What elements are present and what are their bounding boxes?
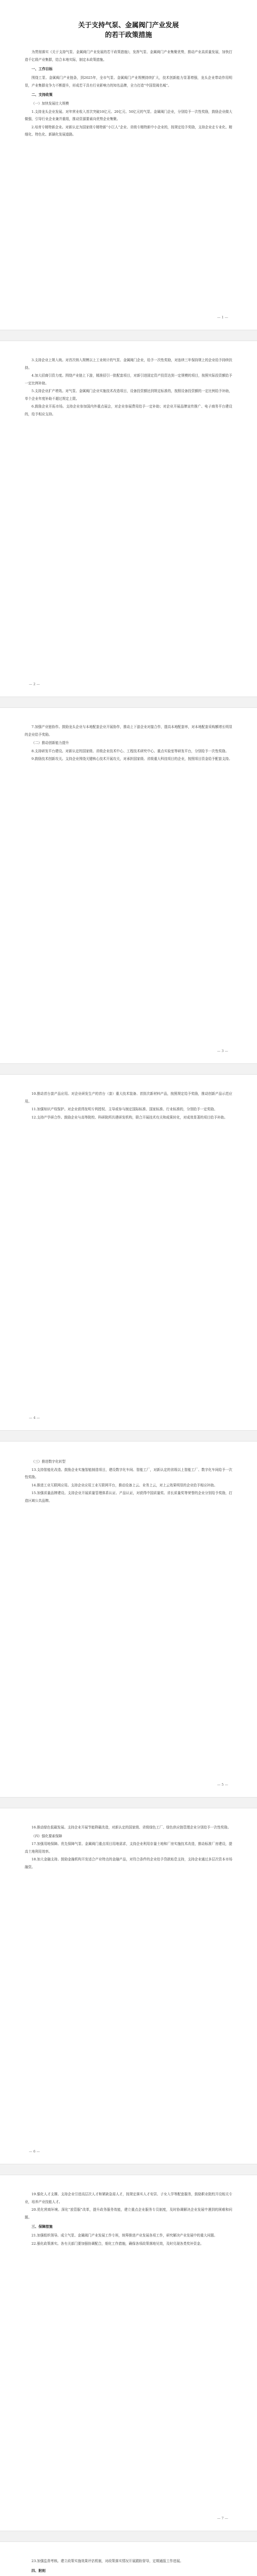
policy-paragraph-22: 22.强化政策落实。各有关部门要加强协调配合，细化工作措施，确保各项政策落地见效，及时兑现各类奖补资金。 bbox=[31, 2241, 204, 2246]
goal-paragraph: 围绕工泵、金属阀门产业链条，到2025年，全市气泵、金属阀门产业规模持续扩大，技术创新能力显著增强，龙头企业带动作用明显，产业集群竞争力不断提升，形成若干具有行业影响力的知名品牌，全力打造“中国泵阀名城”。 bbox=[25, 76, 232, 88]
document-page-3 bbox=[0, 708, 257, 1063]
page-number: — 5 — bbox=[217, 1783, 228, 1787]
page-separator bbox=[0, 2531, 257, 2542]
policy-paragraph-1: 1.支持龙头企业发展。对年营业收入首次突破10亿元、20亿元、50亿元的气泵、金属阀门企业，分别给予一次性奖励，鼓励企业做大做强，引导行业企业兼并重组，推动资源要素向优势企业集聚。 bbox=[25, 109, 232, 121]
policy-paragraph-11: 11.加强知识产权保护。对企业获得发明专利授权、主导或参与制定国际标准、国家标准、行业标准的，分别给予一定奖励。 bbox=[31, 1107, 217, 1111]
intro-paragraph: 为贯彻落实《关于支持气泵、金属阀门产业发展的若干政策措施》，发挥气泵、金属阀门产业集聚优势，推动产业高质量发展，加快打造千亿级产业集群，结合本地实际，制定本政策措施。 bbox=[25, 50, 232, 62]
policy-paragraph-16: 16.推动绿色低碳发展。支持企业开展节能降碳改造，对新认定的国家级、省级绿色工厂、绿色供应链管理企业分别给予一次性奖励。 bbox=[31, 1825, 231, 1829]
section-heading-goals: 一、工作目标 bbox=[31, 67, 53, 71]
document-page-8 bbox=[0, 2542, 257, 2576]
policy-paragraph-9: 9.鼓励技术创新攻关。支持企业围绕关键核心技术开展攻关，对承担国家级、省级重大科技项目的企业，按照项目资金给予配套支持。 bbox=[31, 757, 232, 761]
policy-paragraph-18: 18.加大金融支持。鼓励金融机构开发适合产业特点的金融产品，对符合条件的企业给予贷款贴息支持，支持企业通过多层次资本市场融资。 bbox=[25, 1857, 232, 1869]
policy-paragraph-14: 14.推进工业互联网应用。支持企业应用工业互联网平台，推动设备上云、业务上云，对上云效果明显的企业给予相应补助。 bbox=[31, 1483, 217, 1487]
section-heading-appendix: 四、附则 bbox=[31, 2568, 46, 2573]
policy-paragraph-6: 6.鼓励企业开拓市场。支持企业参加国内外重点展会，对企业参展费用给予一定补助；对企业开展品牌宣传推广、电子商务平台建设的，给予相应支持。 bbox=[25, 404, 232, 416]
document-title bbox=[25, 21, 232, 40]
document-page-1 bbox=[0, 0, 257, 330]
policy-paragraph-23: 23.加强监督考核。建立政策实施效果评估机制，对政策落实情况开展跟踪督导，定期通报工作进展。 bbox=[31, 2559, 184, 2563]
policy-paragraph-19: 19.强化人才支撑。支持企业引进高层次人才和紧缺急需人才，按规定落实人才安居、子女入学等配套服务，鼓励职业院校开设相关专业，培养产业技能人才。 bbox=[25, 2192, 232, 2204]
policy-paragraph-15: 15.加强质量品牌建设。支持企业开展质量管理体系认证、产品认证，对获得中国质量奖、省长质量奖等荣誉的企业分别给予奖励，打造区域公共品牌。 bbox=[25, 1491, 232, 1503]
page-number: — 6 — bbox=[29, 2149, 40, 2154]
page-number: — 3 — bbox=[217, 1049, 228, 1053]
title-line-2: 的若干政策措施 bbox=[105, 31, 152, 39]
subsection-heading-support: （四）强化要素保障 bbox=[31, 1834, 62, 1838]
page-separator bbox=[0, 1063, 257, 1075]
policy-paragraph-3: 3.支持企业上规入统。对首次纳入规模以上工业统计的气泵、金属阀门企业，给予一次性奖励，对连续三年保持规上的企业给予持续扶持。 bbox=[25, 358, 232, 370]
page-separator bbox=[0, 697, 257, 708]
policy-paragraph-17: 17.加强用地保障。优先保障气泵、金属阀门重点项目用地需求，支持企业利用存量土地和厂房实施技术改造，推动标准厂房建设，提高土地利用效率。 bbox=[25, 1842, 232, 1854]
policy-paragraph-4: 4.加大招商引资力度。围绕产业链上下游，精准招引一批配套项目，对新引进固定资产投资达到一定规模的项目，按照实际投资额给予一定比例补助。 bbox=[25, 374, 232, 385]
page-number: — 1 — bbox=[217, 315, 228, 319]
subsection-heading-scale: （一）加快发展壮大规模 bbox=[31, 101, 69, 106]
subsection-heading-innovation: （二）推动创新能力提升 bbox=[31, 741, 69, 745]
section-heading-safeguards: 三、保障措施 bbox=[31, 2225, 53, 2229]
page-separator bbox=[0, 2164, 257, 2175]
document-page-6 bbox=[0, 1808, 257, 2164]
policy-paragraph-10: 10.推动首台套产品应用。对企业研发生产的首台（套）重大技术装备、首批次新材料产品，按照规定给予奖励，推动创新产品示范应用。 bbox=[25, 1092, 232, 1104]
policy-paragraph-13: 13.支持智能化改造。鼓励企业实施智能制造项目，建设数字化车间、智能工厂，对新认定的省级以上智能工厂、数字化车间给予一次性奖励。 bbox=[25, 1467, 232, 1479]
document-page-2 bbox=[0, 341, 257, 697]
policy-paragraph-5: 5.支持企业扩产增效。对气泵、金属阀门企业实施技术改造项目，设备投资额达到规定标准的，按照设备投资额的一定比例给予补助，单个企业年度补助不超过规定上限。 bbox=[25, 389, 232, 401]
page-number: — 4 — bbox=[29, 1416, 40, 1420]
document-page-7 bbox=[0, 2175, 257, 2531]
document-page-4 bbox=[0, 1075, 257, 1430]
subsection-heading-digital: （三）推进数字化转型 bbox=[31, 1460, 66, 1464]
policy-paragraph-20: 20.优化营商环境。深化“放管服”改革，提升政务服务效能，建立重点企业服务专员制度，及时协调解决企业发展中遇到的困难和问题。 bbox=[25, 2208, 232, 2219]
document-page-5 bbox=[0, 1442, 257, 1797]
policy-paragraph-12: 12.支持产学研合作。鼓励企业与高等院校、科研院所共建研发机构，联合开展技术攻关和成果转化，对成效显著的项目给予补助。 bbox=[31, 1115, 228, 1120]
page-separator bbox=[0, 1797, 257, 1808]
policy-paragraph-7: 7.加强产业链协作。鼓励龙头企业与本地配套企业开展协作，推动上下游企业对接合作，提高本地配套率，对本地配套采购额增长明显的企业给予奖励。 bbox=[25, 725, 232, 737]
title-line-1: 关于支持气泵、金属阀门产业发展 bbox=[78, 22, 179, 29]
section-heading-policies: 二、支持政策 bbox=[31, 93, 53, 97]
page-number: — 2 — bbox=[29, 682, 40, 686]
page-separator bbox=[0, 330, 257, 341]
policy-paragraph-21: 21.加强组织领导。成立气泵、金属阀门产业发展工作专班，统筹推进产业发展各项工作，研究解决产业发展中的重大问题。 bbox=[31, 2233, 217, 2238]
page-number: — 7 — bbox=[217, 2516, 228, 2520]
page-separator bbox=[0, 1430, 257, 1442]
policy-paragraph-2: 2.培育专精特新企业。对新认定为国家级专精特新“小巨人”企业、省级专精特新中小企业的，按规定给予奖励，支持企业走专业化、精细化、特色化、新颖化发展道路。 bbox=[25, 125, 232, 137]
policy-paragraph-8: 8.支持研发平台建设。对新认定的国家级、省级企业技术中心、工程技术研究中心、重点实验室等研发平台，分别给予一次性奖励。 bbox=[31, 749, 229, 753]
